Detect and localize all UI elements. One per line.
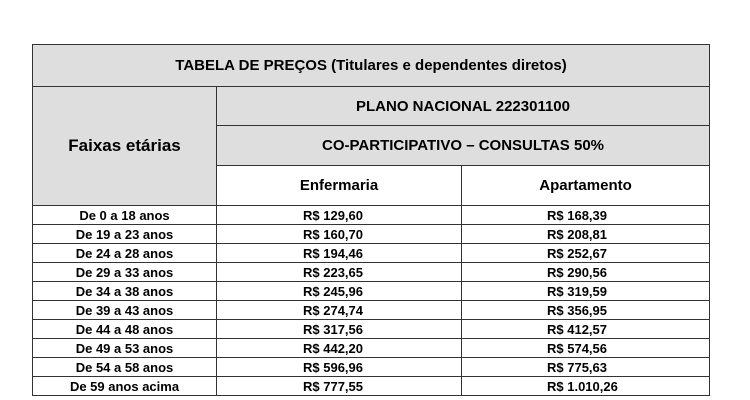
enfermaria-price-cell: R$ 194,46 xyxy=(217,244,462,263)
table-row xyxy=(33,320,710,339)
apartamento-price-cell: R$ 412,57 xyxy=(462,320,710,339)
enfermaria-price-cell: R$ 160,70 xyxy=(217,225,462,244)
column-header-apartamento: Apartamento xyxy=(462,166,710,206)
table-row xyxy=(33,377,710,396)
plan-row xyxy=(33,87,710,126)
enfermaria-price-cell: R$ 442,20 xyxy=(217,339,462,358)
table-row xyxy=(33,244,710,263)
age-range-cell: De 49 a 53 anos xyxy=(33,339,217,358)
apartamento-price-cell: R$ 574,56 xyxy=(462,339,710,358)
table-row xyxy=(33,301,710,320)
enfermaria-price-cell: R$ 245,96 xyxy=(217,282,462,301)
age-range-header: Faixas etárias xyxy=(33,87,217,206)
age-range-cell: De 19 a 23 anos xyxy=(33,225,217,244)
plan-label: PLANO NACIONAL 222301100 xyxy=(217,87,710,126)
enfermaria-price-cell: R$ 129,60 xyxy=(217,206,462,225)
age-range-cell: De 44 a 48 anos xyxy=(33,320,217,339)
table-title: TABELA DE PREÇOS (Titulares e dependentes diretos) xyxy=(33,45,710,87)
price-table xyxy=(32,44,710,396)
age-range-cell: De 24 a 28 anos xyxy=(33,244,217,263)
apartamento-price-cell: R$ 252,67 xyxy=(462,244,710,263)
coparticipation-label: CO-PARTICIPATIVO – CONSULTAS 50% xyxy=(217,126,710,166)
enfermaria-price-cell: R$ 777,55 xyxy=(217,377,462,396)
age-range-cell: De 39 a 43 anos xyxy=(33,301,217,320)
price-table-sheet xyxy=(32,44,709,396)
apartamento-price-cell: R$ 208,81 xyxy=(462,225,710,244)
age-range-cell: De 29 a 33 anos xyxy=(33,263,217,282)
table-row xyxy=(33,358,710,377)
price-rows xyxy=(33,206,710,396)
enfermaria-price-cell: R$ 274,74 xyxy=(217,301,462,320)
enfermaria-price-cell: R$ 317,56 xyxy=(217,320,462,339)
table-row xyxy=(33,225,710,244)
apartamento-price-cell: R$ 168,39 xyxy=(462,206,710,225)
apartamento-price-cell: R$ 290,56 xyxy=(462,263,710,282)
apartamento-price-cell: R$ 356,95 xyxy=(462,301,710,320)
table-row xyxy=(33,206,710,225)
age-range-cell: De 59 anos acima xyxy=(33,377,217,396)
column-header-enfermaria: Enfermaria xyxy=(217,166,462,206)
age-range-cell: De 34 a 38 anos xyxy=(33,282,217,301)
table-row xyxy=(33,339,710,358)
apartamento-price-cell: R$ 775,63 xyxy=(462,358,710,377)
age-range-cell: De 0 a 18 anos xyxy=(33,206,217,225)
title-row xyxy=(33,45,710,87)
apartamento-price-cell: R$ 1.010,26 xyxy=(462,377,710,396)
table-row xyxy=(33,263,710,282)
enfermaria-price-cell: R$ 596,96 xyxy=(217,358,462,377)
enfermaria-price-cell: R$ 223,65 xyxy=(217,263,462,282)
apartamento-price-cell: R$ 319,59 xyxy=(462,282,710,301)
table-row xyxy=(33,282,710,301)
age-range-cell: De 54 a 58 anos xyxy=(33,358,217,377)
